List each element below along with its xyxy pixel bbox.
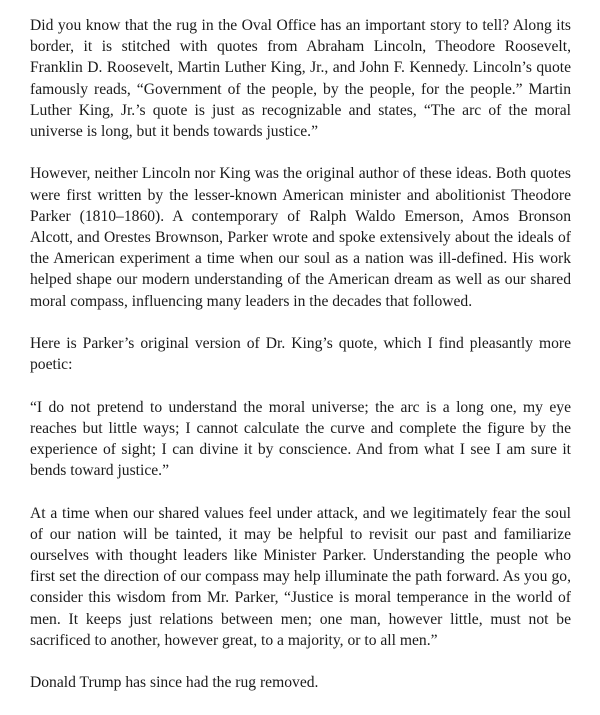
- paragraph-theodore-parker: However, neither Lincoln nor King was the original author of these ideas. Both quotes were first written by the lesser-known American minister and abolitionist Theodore Parker (1810–1860). A contemporary of Ralph Waldo Emerson, Amos Bronson Alcott, and Orestes Brownson, Parker wrote and spoke extensively about the ideals of the American experiment a time when our soul as a nation was ill-defined. His work helped shape our modern understanding of the American dream as well as our shared moral compass, influencing many leaders in the decades that followed.: [30, 165, 571, 310]
- paragraph-parker-quote: “I do not pretend to understand the moral universe; the arc is a long one, my eye reaches but little ways; I cannot calculate the curve and complete the figure by the experience of sight; I can divine it by conscience. And from what I see I am sure it bends toward justice.”: [30, 398, 571, 480]
- paragraph-rug-removed: Donald Trump has since had the rug removed.: [30, 674, 319, 692]
- document-body: [30, 15, 571, 715]
- paragraph-shared-values: At a time when our shared values feel under attack, and we legitimately fear the soul of our nation will be tainted, it may be helpful to revisit our past and familiarize ourselves with thought leaders like Minister Parker. Understanding the people who first set the direction of our compass may help illuminate the path forward. As you go, consider this wisdom from Mr. Parker, “Justice is moral temperance in the world of men. It keeps just relations between men; one man, however little, must not be sacrificed to another, however great, to a majority, or to all men.”: [30, 504, 571, 649]
- paragraph-parker-intro: Here is Parker’s original version of Dr. King’s quote, which I find pleasantly more poetic:: [30, 335, 571, 374]
- paragraph-oval-office-rug: Did you know that the rug in the Oval Office has an important story to tell? Along its border, it is stitched with quotes from Abraham Lincoln, Theodore Roosevelt, Franklin D. Roosevelt, Martin Luther King, Jr., and John F. Kennedy. Lincoln’s quote famously reads, “Government of the people, by the people, for the people.” Martin Luther King, Jr.’s quote is just as recognizable and states, “The arc of the moral universe is long, but it bends towards justice.”: [30, 17, 571, 141]
